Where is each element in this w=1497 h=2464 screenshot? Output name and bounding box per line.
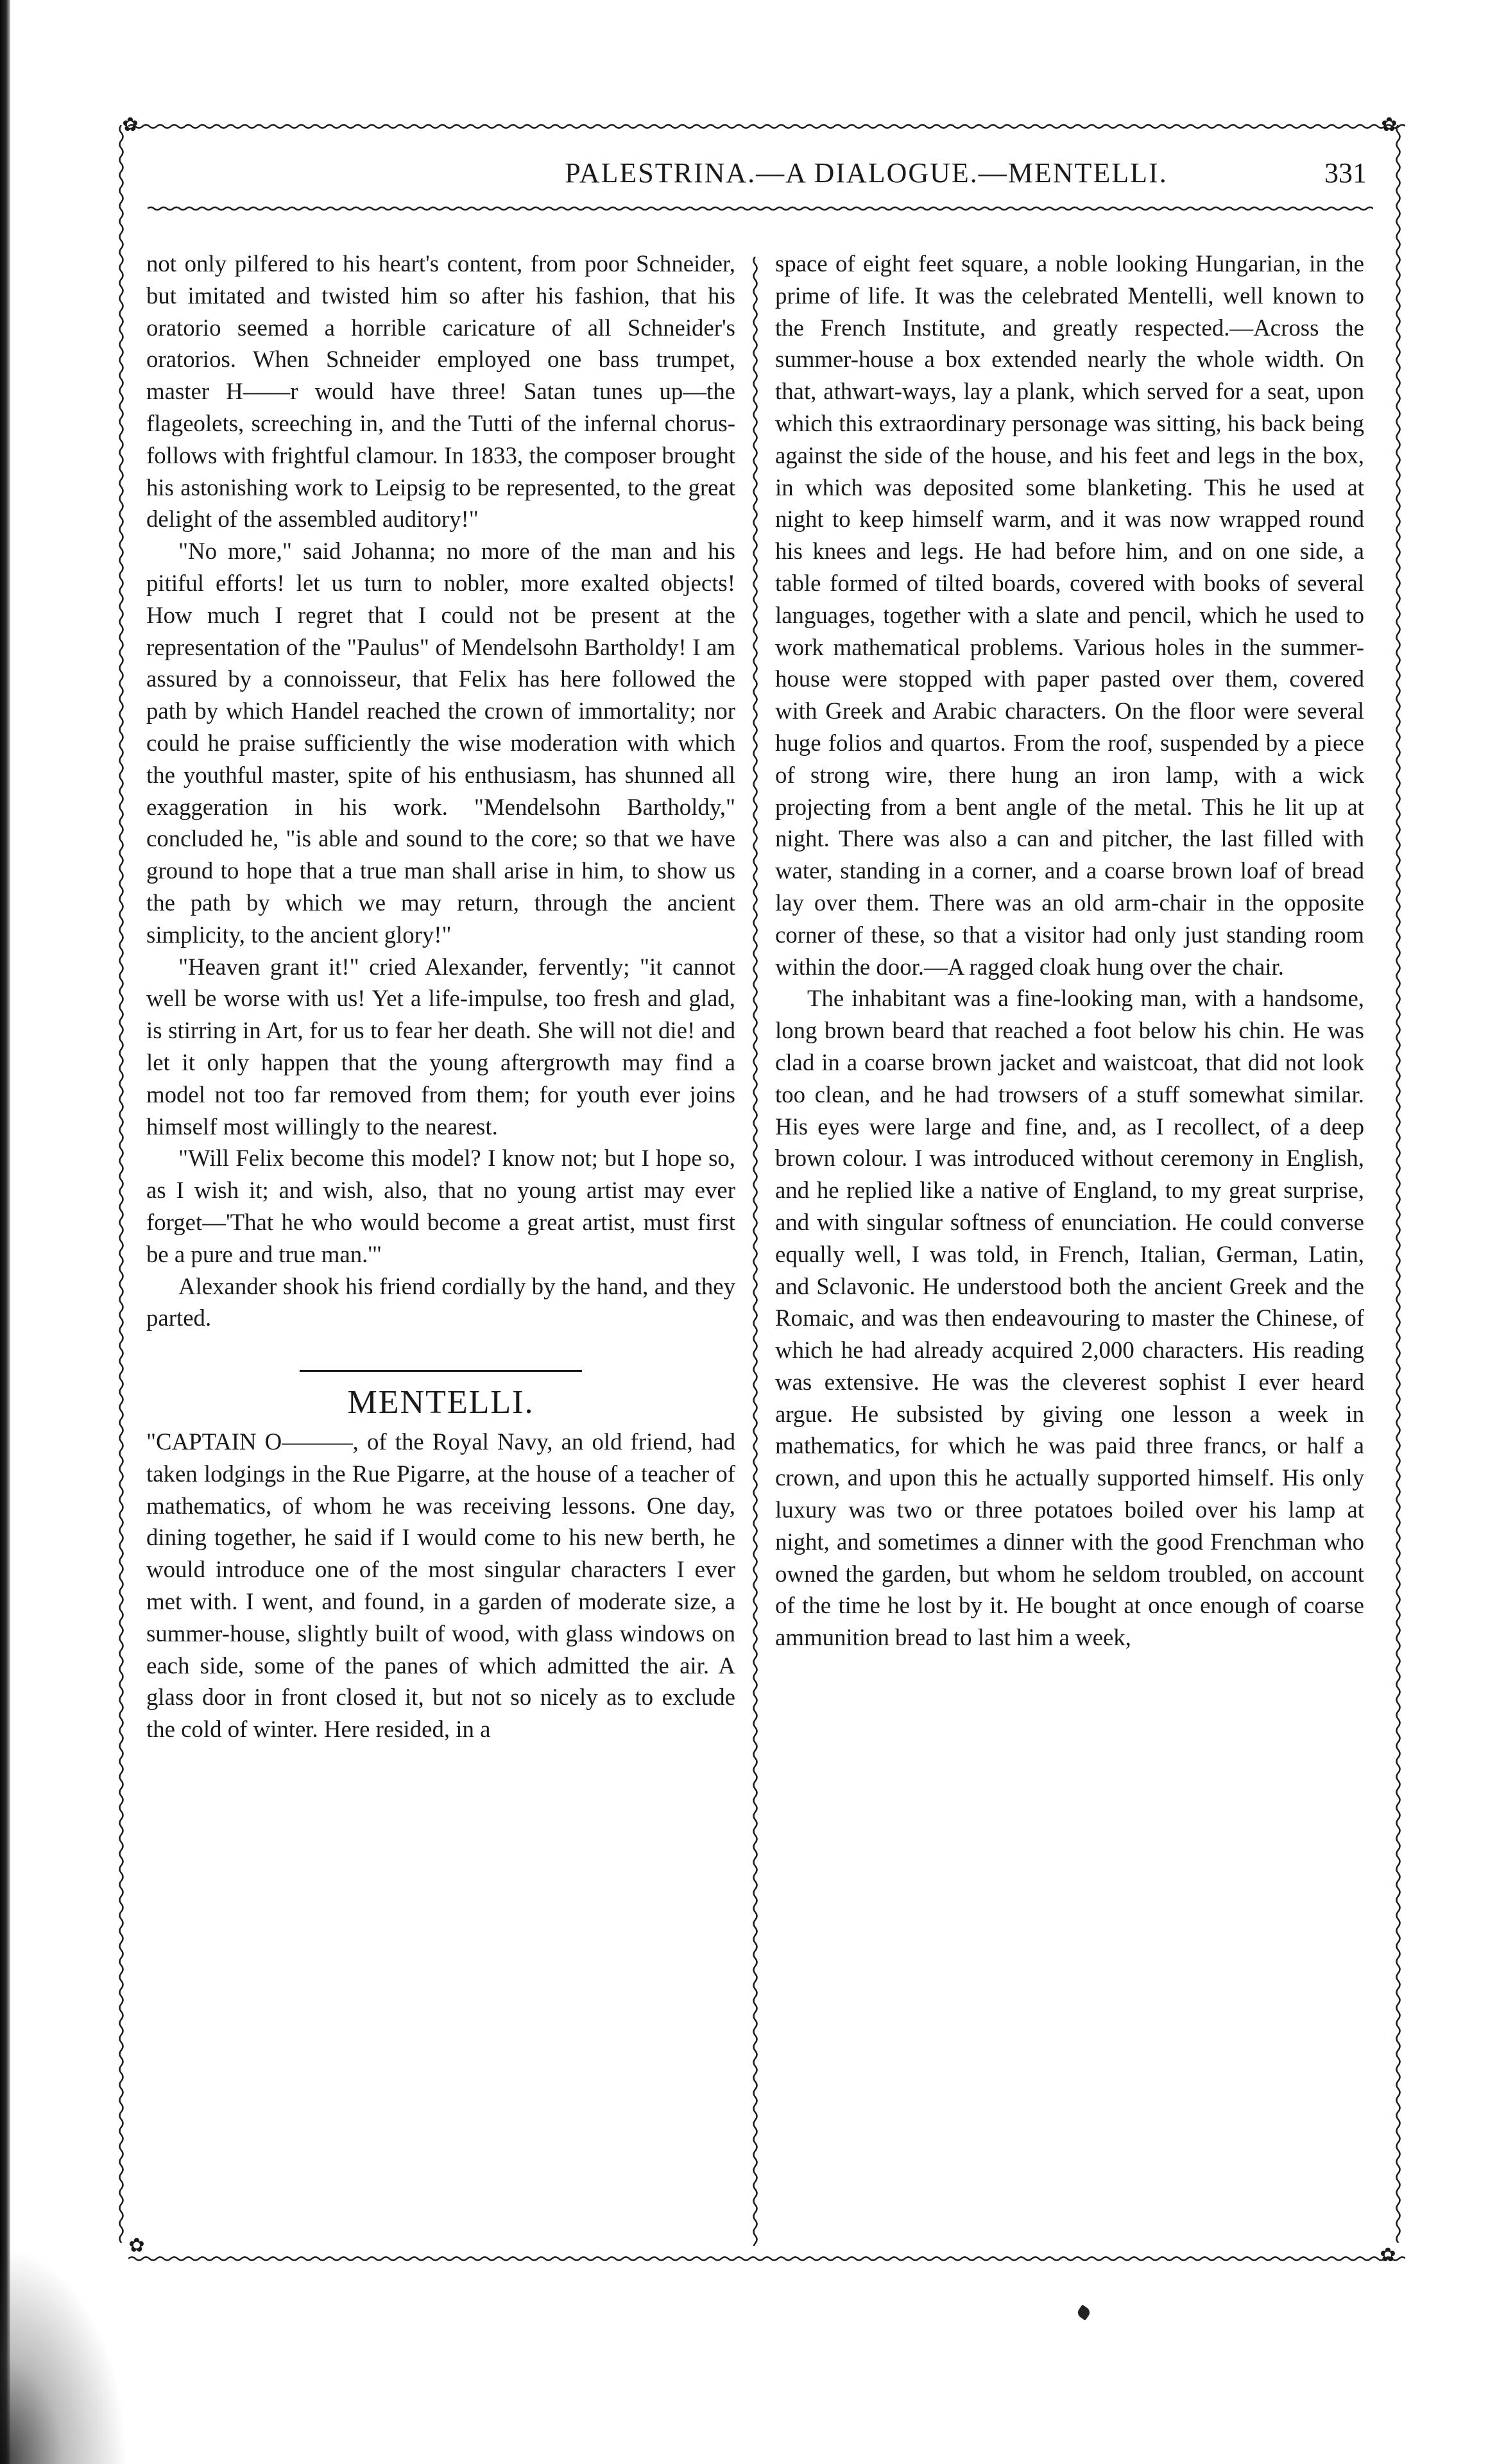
running-title: PALESTRINA.—A DIALOGUE.—MENTELLI. bbox=[565, 157, 1168, 189]
right-column bbox=[775, 248, 1364, 1654]
header-wavy-rule bbox=[148, 202, 1373, 215]
left-paragraph-4: "Will Felix become this model? I know not; but I hope so, as I wish it; and wish, also, that no young artist may ever forget—'That he who would become a great artist, must first be a pure and true man.'" bbox=[146, 1145, 735, 1267]
ink-mark bbox=[1075, 2304, 1091, 2320]
corner-ornament-top-left: ✿ bbox=[122, 114, 139, 136]
left-paragraph-3: "Heaven grant it!" cried Alexander, fervently; "it cannot well be worse with us! Yet a life-impulse, too fresh and glad, is stirring in Art, for us to fear her death. She will not die! and let it only happen that the young aftergrowth may find a model not too far removed from them; for youth ever joins himself most willingly to the nearest. bbox=[146, 953, 735, 1140]
corner-ornament-bottom-left: ✿ bbox=[128, 2234, 145, 2257]
right-paragraph-2: The inhabitant was a fine-looking man, with a handsome, long brown beard that reached a foot below his chin. He was clad in a coarse brown jacket and waistcoat, that did not look too clean, and he had trowsers of a stuff somewhat similar. His eyes were large and fine, and, as I recollect, of a deep brown colour. I was introduced without ceremony in English, and he replied like a native of England, to my great surprise, and with singular softness of enunciation. He could converse equally well, I was told, in French, Italian, German, Latin, and Sclavonic. He understood both the ancient Greek and the Romaic, and was then endeavouring to master the Chinese, of which he had already acquired 2,000 characters. His reading was extensive. He was the cleverest sophist I ever heard argue. He subsisted by giving one lesson a week in mathematics, for which he was paid three francs, or half a crown, and upon this he actually supported himself. His only luxury was two or three potatoes boiled over his lamp at night, and sometimes a dinner with the good Frenchman who owned the garden, but whom he seldom troubled, on account of the time he lost by it. He bought at once enough of coarse ammunition bread to last him a week, bbox=[775, 985, 1364, 1651]
page-corner-smudge bbox=[0, 2246, 128, 2464]
left-paragraph-5: Alexander shook his friend cordially by the hand, and they parted. bbox=[146, 1272, 735, 1331]
border-left-ornament bbox=[114, 125, 128, 2243]
section-title: MENTELLI. bbox=[347, 1384, 535, 1421]
border-top-ornament bbox=[128, 114, 1405, 136]
section-divider-rule bbox=[300, 1370, 582, 1372]
left-column bbox=[146, 248, 735, 1745]
border-right-ornament bbox=[1391, 125, 1405, 2243]
left-paragraph-1: not only pilfered to his heart's content, from poor Schneider, but imitated and twisted him so after his fashion, that his oratorio seemed a horrible caricature of all Schneider's oratorios. When Schneider employed one bass trumpet, master H——r would have three! Satan tunes up—the flageolets, screeching in, and the Tutti of the infernal chorus-follows with frightful clamour. In 1833, the composer brought his astonishing work to Leipsig to be represented, to the great delight of the assembled auditory!" bbox=[146, 250, 735, 533]
section-paragraph-1: "CAPTAIN O———, of the Royal Navy, an old friend, had taken lodgings in the Rue Pigarre, at the house of a teacher of mathematics, of whom he was receiving lessons. One day, dining together, he said if I would come to his new berth, he would introduce one of the most singular characters I ever met with. I went, and found, in a garden of moderate size, a summer-house, slightly built of wood, with glass windows on each side, some of the panes of which admitted the air. A glass door in front closed it, but not so nicely as to exclude the cold of winter. Here resided, in a bbox=[146, 1428, 735, 1743]
left-paragraph-2: "No more," said Johanna; no more of the man and his pitiful efforts! let us turn to nobler, more exalted objects! How much I regret that I could not be present at the representation of the "Paulus" of Mendelsohn Bartholdy! I am assured by a connoisseur, that Felix has here followed the path by which Handel reached the crown of immortality; nor could he praise sufficiently the wise moderation with which the youthful master, spite of his enthusiasm, has shunned all exaggeration in his work. "Mendelsohn Bartholdy," concluded he, "is able and sound to the core; so that we have ground to hope that a true man shall arise in him, to show us the path by which we may return, through the ancient simplicity, to the ancient glory!" bbox=[146, 538, 735, 948]
corner-ornament-bottom-right: ✿ bbox=[1380, 2244, 1396, 2266]
page-number: 331 bbox=[1324, 157, 1367, 189]
page-header bbox=[148, 154, 1373, 193]
book-spine-shadow bbox=[0, 0, 10, 2464]
right-paragraph-1: space of eight feet square, a noble looking Hungarian, in the prime of life. It was the celebrated Mentelli, well known to the French Institute, and greatly respected.—Across the summer-house a box extended nearly the whole width. On that, athwart-ways, lay a plank, which served for a seat, upon which this extraordinary personage was sitting, his back being against the side of the house, and his feet and legs in the box, in which was deposited some blanketing. This he used at night to keep himself warm, and it was now wrapped round his knees and legs. He had before him, and on one side, a table formed of tilted boards, covered with books of several languages, together with a slate and pencil, which he used to work mathematical problems. Various holes in the summer-house were stopped with paper pasted over them, covered with Greek and Arabic characters. On the floor were several huge folios and quartos. From the roof, suspended by a piece of strong wire, there hung an iron lamp, with a wick projecting from a bent angle of the metal. This he lit up at night. There was also a can and pitcher, the last filled with water, standing in a corner, and a coarse brown loaf of bread lay over them. There was an old arm-chair in the opposite corner of these, so that a visitor had only just standing room within the door.—A ragged cloak hung over the chair. bbox=[775, 250, 1364, 980]
corner-ornament-top-right: ✿ bbox=[1381, 114, 1398, 136]
border-bottom-ornament bbox=[128, 2249, 1405, 2268]
column-divider-ornament bbox=[748, 257, 762, 2246]
